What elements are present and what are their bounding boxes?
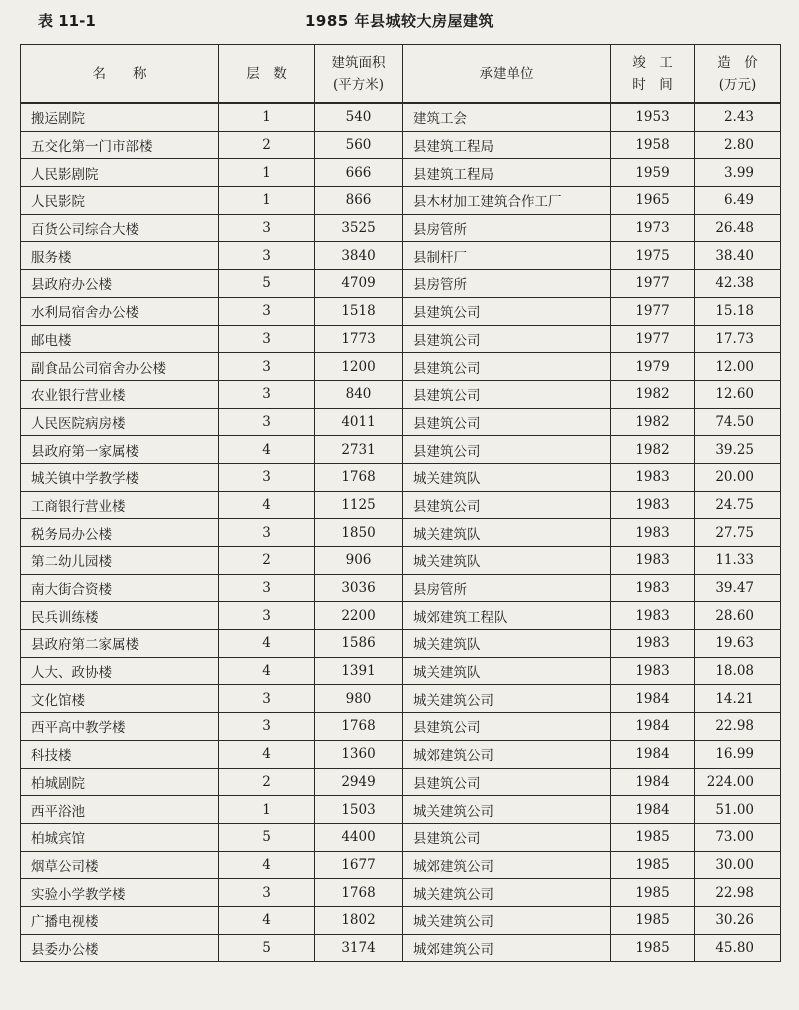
header-area: 建筑面积 (平方米) <box>315 45 403 104</box>
builder-cell: 城关建筑公司 <box>403 879 611 907</box>
cost-cell: 6.49 <box>695 187 781 215</box>
cost-cell: 45.80 <box>695 934 781 962</box>
table-row <box>21 519 781 547</box>
builder-cell: 县制杆厂 <box>403 242 611 270</box>
header-completion-year: 竣 工 时 间 <box>611 45 695 104</box>
area-cell: 3840 <box>315 242 403 270</box>
cost-cell: 12.60 <box>695 380 781 408</box>
completion-year-cell: 1984 <box>611 713 695 741</box>
completion-year-cell: 1975 <box>611 242 695 270</box>
completion-year-cell: 1985 <box>611 934 695 962</box>
table-title: 1985 年县城较大房屋建筑 <box>305 12 494 30</box>
completion-year-cell: 1983 <box>611 463 695 491</box>
completion-year-cell: 1977 <box>611 270 695 298</box>
table-row <box>21 879 781 907</box>
building-name-cell: 农业银行营业楼 <box>21 380 219 408</box>
floors-cell: 3 <box>219 574 315 602</box>
builder-cell: 县房管所 <box>403 574 611 602</box>
table-row <box>21 270 781 298</box>
completion-year-cell: 1985 <box>611 906 695 934</box>
builder-cell: 县木材加工建筑合作工厂 <box>403 187 611 215</box>
floors-cell: 3 <box>219 380 315 408</box>
building-name-cell: 烟草公司楼 <box>21 851 219 879</box>
completion-year-cell: 1983 <box>611 602 695 630</box>
floors-cell: 4 <box>219 851 315 879</box>
building-name-cell: 柏城剧院 <box>21 768 219 796</box>
cost-cell: 2.43 <box>695 103 781 131</box>
cost-cell: 12.00 <box>695 353 781 381</box>
table-row <box>21 851 781 879</box>
building-name-cell: 水利局宿舍办公楼 <box>21 297 219 325</box>
cost-cell: 16.99 <box>695 740 781 768</box>
completion-year-cell: 1983 <box>611 547 695 575</box>
building-name-cell: 人民影院 <box>21 187 219 215</box>
completion-year-cell: 1973 <box>611 214 695 242</box>
area-cell: 2949 <box>315 768 403 796</box>
building-name-cell: 人大、政协楼 <box>21 657 219 685</box>
building-name-cell: 柏城宾馆 <box>21 823 219 851</box>
cost-cell: 74.50 <box>695 408 781 436</box>
building-name-cell: 人民医院病房楼 <box>21 408 219 436</box>
area-cell: 3174 <box>315 934 403 962</box>
builder-cell: 县房管所 <box>403 270 611 298</box>
builder-cell: 县建筑工程局 <box>403 131 611 159</box>
table-row <box>21 187 781 215</box>
area-cell: 1125 <box>315 491 403 519</box>
header-builder: 承建单位 <box>403 45 611 104</box>
area-cell: 4400 <box>315 823 403 851</box>
floors-cell: 3 <box>219 602 315 630</box>
floors-cell: 4 <box>219 740 315 768</box>
floors-cell: 3 <box>219 879 315 907</box>
builder-cell: 城郊建筑公司 <box>403 740 611 768</box>
building-name-cell: 南大街合资楼 <box>21 574 219 602</box>
area-cell: 4011 <box>315 408 403 436</box>
floors-cell: 3 <box>219 685 315 713</box>
completion-year-cell: 1983 <box>611 657 695 685</box>
floors-cell: 2 <box>219 547 315 575</box>
floors-cell: 3 <box>219 353 315 381</box>
floors-cell: 4 <box>219 630 315 658</box>
completion-year-cell: 1984 <box>611 740 695 768</box>
cost-cell: 51.00 <box>695 796 781 824</box>
table-row <box>21 602 781 630</box>
table-header <box>21 45 781 104</box>
builder-cell: 县建筑公司 <box>403 380 611 408</box>
floors-cell: 3 <box>219 325 315 353</box>
floors-cell: 4 <box>219 436 315 464</box>
floors-cell: 5 <box>219 934 315 962</box>
table-row <box>21 131 781 159</box>
building-name-cell: 服务楼 <box>21 242 219 270</box>
table-row <box>21 796 781 824</box>
building-name-cell: 搬运剧院 <box>21 103 219 131</box>
building-name-cell: 人民影剧院 <box>21 159 219 187</box>
builder-cell: 县建筑工程局 <box>403 159 611 187</box>
area-cell: 3525 <box>315 214 403 242</box>
builder-cell: 城郊建筑公司 <box>403 934 611 962</box>
builder-cell: 县建筑公司 <box>403 713 611 741</box>
building-name-cell: 五交化第一门市部楼 <box>21 131 219 159</box>
building-name-cell: 县政府第一家属楼 <box>21 436 219 464</box>
cost-cell: 3.99 <box>695 159 781 187</box>
builder-cell: 城关建筑队 <box>403 657 611 685</box>
cost-cell: 22.98 <box>695 879 781 907</box>
floors-cell: 4 <box>219 657 315 685</box>
cost-cell: 224.00 <box>695 768 781 796</box>
floors-cell: 5 <box>219 270 315 298</box>
floors-cell: 3 <box>219 463 315 491</box>
cost-cell: 27.75 <box>695 519 781 547</box>
floors-cell: 4 <box>219 491 315 519</box>
building-name-cell: 县政府办公楼 <box>21 270 219 298</box>
table-row <box>21 297 781 325</box>
area-cell: 2731 <box>315 436 403 464</box>
building-name-cell: 城关镇中学教学楼 <box>21 463 219 491</box>
completion-year-cell: 1983 <box>611 574 695 602</box>
header-floors: 层 数 <box>219 45 315 104</box>
floors-cell: 3 <box>219 519 315 547</box>
completion-year-cell: 1985 <box>611 879 695 907</box>
cost-cell: 17.73 <box>695 325 781 353</box>
floors-cell: 1 <box>219 103 315 131</box>
cost-cell: 38.40 <box>695 242 781 270</box>
area-cell: 1391 <box>315 657 403 685</box>
floors-cell: 1 <box>219 796 315 824</box>
completion-year-cell: 1983 <box>611 519 695 547</box>
header-row <box>21 45 781 104</box>
builder-cell: 城关建筑队 <box>403 463 611 491</box>
area-cell: 1768 <box>315 879 403 907</box>
floors-cell: 5 <box>219 823 315 851</box>
table-row <box>21 491 781 519</box>
completion-year-cell: 1982 <box>611 408 695 436</box>
floors-cell: 3 <box>219 297 315 325</box>
cost-cell: 18.08 <box>695 657 781 685</box>
area-cell: 4709 <box>315 270 403 298</box>
cost-cell: 30.00 <box>695 851 781 879</box>
table-row <box>21 768 781 796</box>
table-number: 表 11-1 <box>38 12 96 30</box>
area-cell: 3036 <box>315 574 403 602</box>
building-name-cell: 科技楼 <box>21 740 219 768</box>
floors-cell: 3 <box>219 713 315 741</box>
area-cell: 906 <box>315 547 403 575</box>
table-row <box>21 159 781 187</box>
completion-year-cell: 1982 <box>611 436 695 464</box>
building-name-cell: 西平高中教学楼 <box>21 713 219 741</box>
completion-year-cell: 1979 <box>611 353 695 381</box>
building-name-cell: 实验小学教学楼 <box>21 879 219 907</box>
building-name-cell: 县政府第二家属楼 <box>21 630 219 658</box>
building-name-cell: 县委办公楼 <box>21 934 219 962</box>
completion-year-cell: 1983 <box>611 491 695 519</box>
completion-year-cell: 1965 <box>611 187 695 215</box>
builder-cell: 县建筑公司 <box>403 408 611 436</box>
cost-cell: 11.33 <box>695 547 781 575</box>
table-row <box>21 713 781 741</box>
area-cell: 1518 <box>315 297 403 325</box>
builder-cell: 城关建筑队 <box>403 630 611 658</box>
completion-year-cell: 1977 <box>611 297 695 325</box>
table-row <box>21 408 781 436</box>
area-cell: 1677 <box>315 851 403 879</box>
building-name-cell: 广播电视楼 <box>21 906 219 934</box>
cost-cell: 22.98 <box>695 713 781 741</box>
completion-year-cell: 1958 <box>611 131 695 159</box>
building-name-cell: 税务局办公楼 <box>21 519 219 547</box>
table-row <box>21 823 781 851</box>
cost-cell: 30.26 <box>695 906 781 934</box>
cost-cell: 73.00 <box>695 823 781 851</box>
floors-cell: 4 <box>219 906 315 934</box>
area-cell: 840 <box>315 380 403 408</box>
area-cell: 980 <box>315 685 403 713</box>
area-cell: 2200 <box>315 602 403 630</box>
building-name-cell: 西平浴池 <box>21 796 219 824</box>
cost-cell: 39.25 <box>695 436 781 464</box>
builder-cell: 县建筑公司 <box>403 325 611 353</box>
table-row <box>21 242 781 270</box>
floors-cell: 3 <box>219 214 315 242</box>
completion-year-cell: 1985 <box>611 851 695 879</box>
completion-year-cell: 1984 <box>611 796 695 824</box>
cost-cell: 39.47 <box>695 574 781 602</box>
table-row <box>21 740 781 768</box>
building-name-cell: 邮电楼 <box>21 325 219 353</box>
floors-cell: 3 <box>219 408 315 436</box>
floors-cell: 1 <box>219 187 315 215</box>
table-row <box>21 657 781 685</box>
builder-cell: 县建筑公司 <box>403 297 611 325</box>
table-row <box>21 214 781 242</box>
builder-cell: 城郊建筑工程队 <box>403 602 611 630</box>
area-cell: 866 <box>315 187 403 215</box>
building-name-cell: 民兵训练楼 <box>21 602 219 630</box>
table-row <box>21 934 781 962</box>
completion-year-cell: 1953 <box>611 103 695 131</box>
completion-year-cell: 1984 <box>611 685 695 713</box>
floors-cell: 2 <box>219 131 315 159</box>
completion-year-cell: 1959 <box>611 159 695 187</box>
builder-cell: 县建筑公司 <box>403 491 611 519</box>
builder-cell: 县建筑公司 <box>403 823 611 851</box>
building-name-cell: 百货公司综合大楼 <box>21 214 219 242</box>
cost-cell: 24.75 <box>695 491 781 519</box>
builder-cell: 县房管所 <box>403 214 611 242</box>
table-row <box>21 436 781 464</box>
cost-cell: 42.38 <box>695 270 781 298</box>
area-cell: 1768 <box>315 713 403 741</box>
table-row <box>21 380 781 408</box>
building-name-cell: 第二幼儿园楼 <box>21 547 219 575</box>
area-cell: 1768 <box>315 463 403 491</box>
area-cell: 1773 <box>315 325 403 353</box>
cost-cell: 28.60 <box>695 602 781 630</box>
cost-cell: 20.00 <box>695 463 781 491</box>
area-cell: 1586 <box>315 630 403 658</box>
builder-cell: 城关建筑公司 <box>403 685 611 713</box>
builder-cell: 县建筑公司 <box>403 436 611 464</box>
completion-year-cell: 1982 <box>611 380 695 408</box>
builder-cell: 城关建筑队 <box>403 519 611 547</box>
area-cell: 540 <box>315 103 403 131</box>
floors-cell: 3 <box>219 242 315 270</box>
building-name-cell: 工商银行营业楼 <box>21 491 219 519</box>
table-row <box>21 463 781 491</box>
cost-cell: 19.63 <box>695 630 781 658</box>
table-body <box>21 103 781 962</box>
table-row <box>21 574 781 602</box>
area-cell: 1802 <box>315 906 403 934</box>
builder-cell: 建筑工会 <box>403 103 611 131</box>
cost-cell: 14.21 <box>695 685 781 713</box>
area-cell: 1850 <box>315 519 403 547</box>
area-cell: 1360 <box>315 740 403 768</box>
completion-year-cell: 1977 <box>611 325 695 353</box>
cost-cell: 15.18 <box>695 297 781 325</box>
building-name-cell: 文化馆楼 <box>21 685 219 713</box>
floors-cell: 1 <box>219 159 315 187</box>
floors-cell: 2 <box>219 768 315 796</box>
builder-cell: 城关建筑公司 <box>403 906 611 934</box>
building-name-cell: 副食品公司宿舍办公楼 <box>21 353 219 381</box>
table-row <box>21 353 781 381</box>
completion-year-cell: 1985 <box>611 823 695 851</box>
cost-cell: 26.48 <box>695 214 781 242</box>
buildings-table <box>20 44 781 962</box>
builder-cell: 城关建筑队 <box>403 547 611 575</box>
builder-cell: 县建筑公司 <box>403 353 611 381</box>
builder-cell: 城郊建筑公司 <box>403 851 611 879</box>
table-row <box>21 325 781 353</box>
completion-year-cell: 1984 <box>611 768 695 796</box>
completion-year-cell: 1983 <box>611 630 695 658</box>
cost-cell: 2.80 <box>695 131 781 159</box>
header-name: 名 称 <box>21 45 219 104</box>
area-cell: 1200 <box>315 353 403 381</box>
builder-cell: 城关建筑公司 <box>403 796 611 824</box>
area-cell: 560 <box>315 131 403 159</box>
area-cell: 666 <box>315 159 403 187</box>
builder-cell: 县建筑公司 <box>403 768 611 796</box>
table-row <box>21 906 781 934</box>
table-row <box>21 630 781 658</box>
table-row <box>21 103 781 131</box>
table-row <box>21 547 781 575</box>
header-cost: 造 价 (万元) <box>695 45 781 104</box>
area-cell: 1503 <box>315 796 403 824</box>
table-row <box>21 685 781 713</box>
